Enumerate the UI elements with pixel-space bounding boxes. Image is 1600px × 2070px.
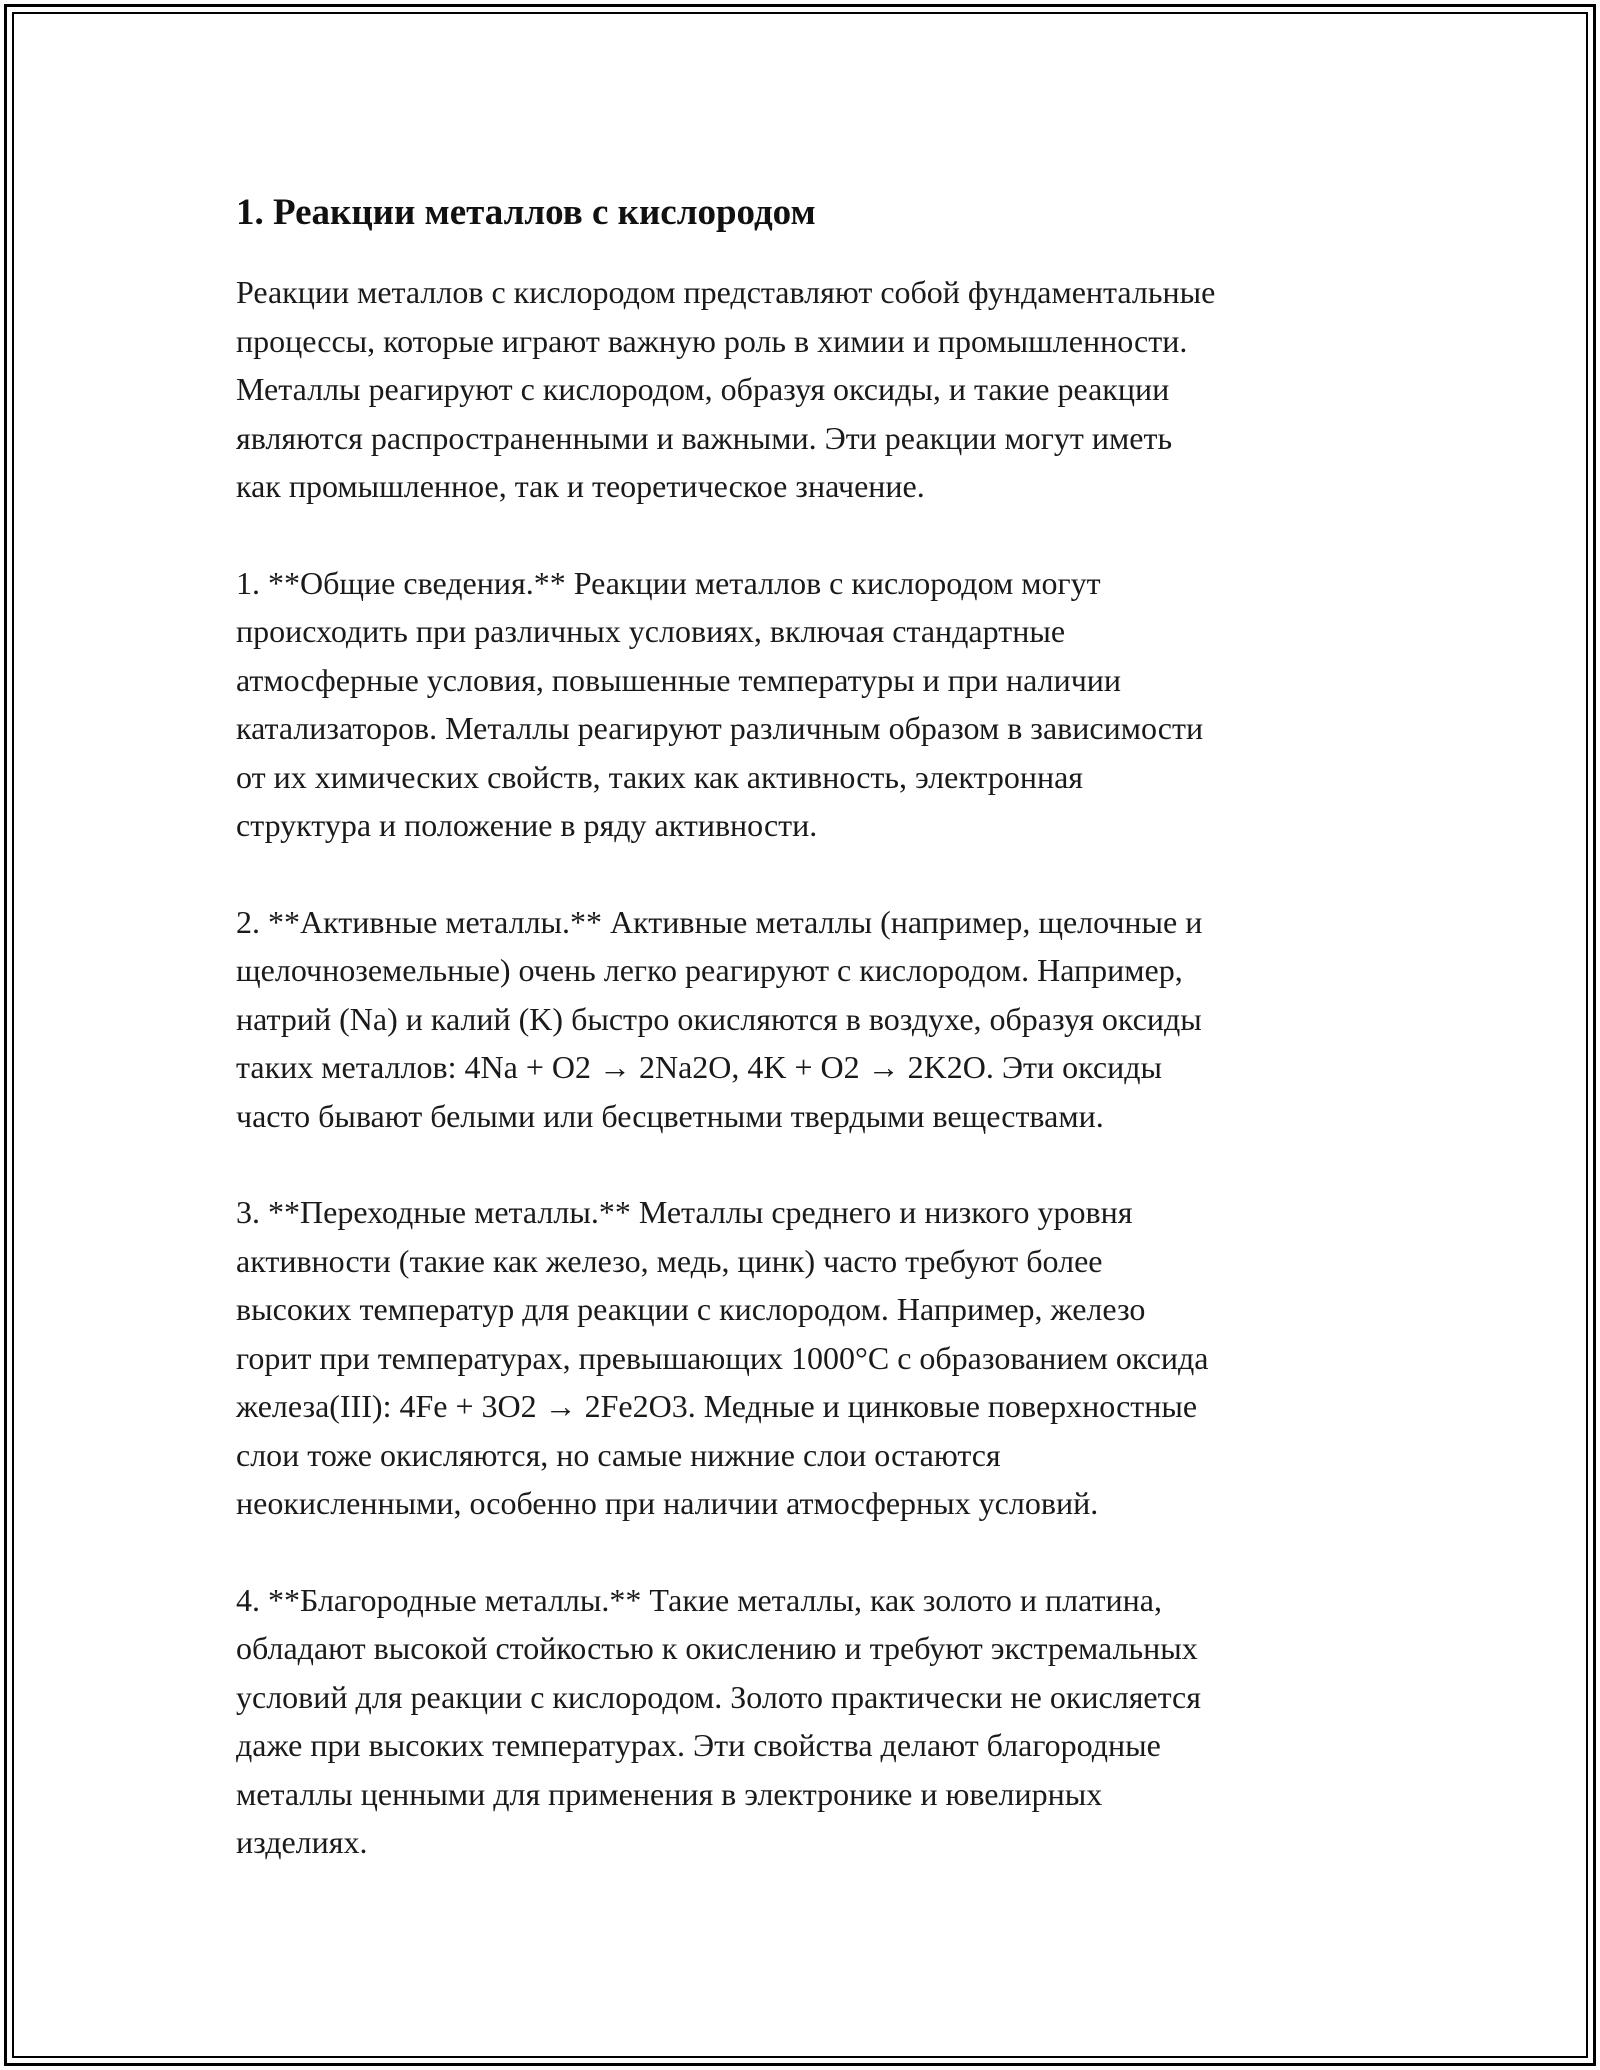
paragraph-general-info: 1. **Общие сведения.** Реакции металлов с кислородом могут происходить при различных условиях, включая стандартные атмосферные условия, повышенные температуры и при наличии катализаторов. Металлы реагируют различным образом в зависимости от их химических свойств, таких как активность, электронная структура и положение в ряду активности. <box>236 564 1204 843</box>
paragraph-intro: Реакции металлов с кислородом представляют собой фундаментальные процессы, которые играют важную роль в химии и промышленности. Металлы реагируют с кислородом, образуя оксиды, и такие реакции являются распространенными и важными. Эти реакции могут иметь как промышленное, так и теоретическое значение. <box>236 274 1216 504</box>
paragraph-active-metals: 2. **Активные металлы.** Активные металлы (например, щелочные и щелочноземельные) очень легко реагируют с кислородом. Например, натрий (Na) и калий (K) быстро окисляются в воздухе, образуя оксиды таких металлов: 4Na + O2 → 2Na2O, 4K + O2 → 2K2O. Эти оксиды часто бывают белыми или бесцветными твердыми веществами. <box>236 903 1203 1134</box>
paragraph-transition-metals: 3. **Переходные металлы.** Металлы среднего и низкого уровня активности (такие как железо, медь, цинк) часто требуют более высоких температур для реакции с кислородом. Например, железо горит при температурах, превышающих 1000°C с образованием оксида железа(III): 4Fe + 3O2 → 2Fe2O3. Медные и цинковые поверхностные слои тоже окисляются, но самые нижние слои остаются неокисленными, особенно при наличии атмосферных условий. <box>236 1194 1209 1521</box>
section-heading: 1. Реакции металлов с кислородом <box>236 192 816 233</box>
document-body <box>236 186 1366 1915</box>
paragraph-noble-metals: 4. **Благородные металлы.** Такие металлы, как золото и платина, обладают высокой стойкостью к окислению и требуют экстремальных условий для реакции с кислородом. Золото практически не окисляется даже при высоких температурах. Эти свойства делают благородные металлы ценными для применения в электронике и ювелирных изделиях. <box>236 1581 1201 1860</box>
